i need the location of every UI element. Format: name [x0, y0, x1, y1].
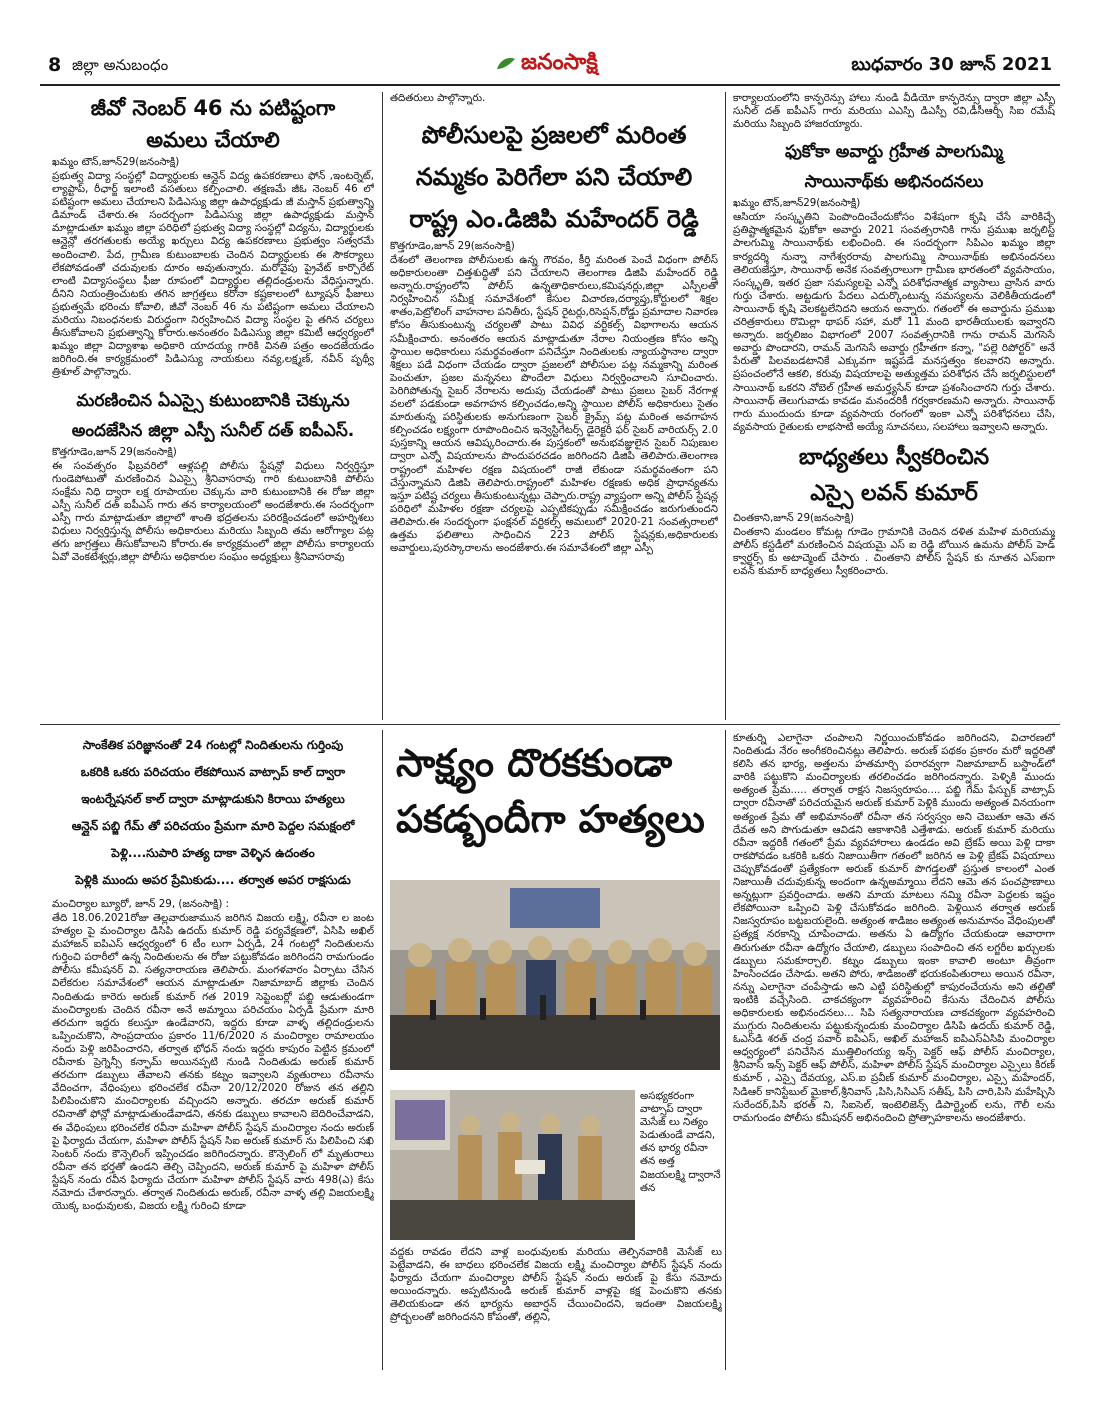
- dateline: చింతకాని,జూన్ 29(జనంసాక్షి): [733, 511, 854, 524]
- photo-side-text: [640, 1090, 722, 1240]
- article-body: వద్దకు రావడం లేదని వాళ్ల బంధువులకు మరియు తెల్పినవారికి మెసేజ్ లు పెట్టేవాడని, ఈ బాధలు భరించలేక విజయ లక్ష్మి మంచిర్యాల పోలీస్ స్టేషన్ నందు ఫిర్యాదు చేయగా మంచిర్యాల పోలీస్ స్టేషన్ నందు అరుణ్ పై కేసు నమోదు అయిందన్నారు. అప్పటినుండి అరుణ్ కుమార్ వాళ్లపై కక్ష పెంచుకొని తనకు తెలియకుండా తన భార్యను అబార్షన్ చేయించిందని, ఇదంతా విజయలక్ష్మి ప్రోద్బలంతో జరిగిందనని కోపంతో, తల్లిని,: [390, 1246, 722, 1324]
- article-body: ప్రభుత్వ విద్యా సంస్థల్లో విద్యార్థులకు ఆన్లైన్ విద్య ఉపకరణాలు ఫోన్ ,ఇంటర్నెట్, ల్యాప్టాప్, రీఛార్జ్ ఇలాంటి వసతులు కల్పించాలి. తక్షణమే జీఓ నెంబర్ 46 లో పటిష్టంగా అమలు చేయాలని పిడిఎస్యు జిల్లా ఉపాధ్యక్షుడు జీ మస్తాన్ ప్రభుత్వాన్ని డిమాండ్ చేశారు.ఈ సందర్భంగా పిడిఎస్యు జిల్లా ఉపాధ్యక్షుడు మస్తాన్ మాట్లాడుతూ ఖమ్మం జిల్లా పరిధిలో ప్రభుత్వ విద్యా సంస్థల్లో విద్యను, విద్యార్థులకు ఆన్లైన్లో తరగతులకు అయ్యే ఖర్చులు విద్య ఉపకరణాలు ప్రభుత్వం సత్వరమే అందించాలి. పేద, గ్రామీణ కుటుంబాలకు చెందిన విద్యార్థులకు ఈ సౌకర్యాలు లేకపోవడంతో చదువులకు దూరం అవుతున్నారు. మరోవైపు ప్రైవేట్ కార్పొరేట్ లాంటి విద్యాసంస్థలు ఫీజు రూపంలో విద్యార్థుల తల్లిదండ్రులను వేధిస్తున్నారు. దీనిని నియంత్రించుటకు తగిన జాగ్రత్తలు కరోనా కష్టకాలంలో ట్యూషన్ ఫీజులు ప్రభుత్వమే భరించు కోవాలి, జీవో నెంబర్ 46 ను పటిష్టంగా అమలు చేయాలని మరియు నిబంధనలకు విరుద్ధంగా నిర్వహించిన విద్యా సంస్థల పై తగిన చర్యలు తీసుకోవాలని ప్రభుత్వాన్ని కోరారు.అనంతరం పిడిఎస్యు జిల్లా కమిటీ ఆధ్వర్యంలో ఖమ్మం జిల్లా విద్యాశాఖ అధికారి యాదయ్య గారికి వినతి పత్రం అందజేయడం జరిగింది.ఈ కార్యక్రమంలో పిడిఎస్యు నాయకులు నవ్య,లక్ష్మణ్, నవీన్ పృథ్వీ త్రిశూల్ పాల్గొన్నారు.: [52, 170, 374, 379]
- story-deck: [52, 732, 374, 894]
- dateline: కొత్తగూడెం,జూన్ 29(జనంసాక్షి): [390, 240, 515, 252]
- deck-line: పెళ్లికి ముందు అపర ప్రేమికుడు.... తర్వాత అపర రాక్షసుడు: [75, 873, 351, 887]
- article-title: ఫుకోకా అవార్డు గ్రహీత పాలగుమ్మి: [784, 142, 1004, 163]
- reward-photo: [390, 1090, 635, 1240]
- press-meet-photo: [390, 880, 720, 1070]
- photo-image: [390, 880, 720, 1070]
- carry-over-text: తదితరులు పాల్గొన్నారు.: [390, 92, 486, 104]
- photo-image: [390, 1090, 635, 1240]
- dateline: ఖమ్మం టౌన్,జూన్29(జనంసాక్షి): [733, 197, 861, 210]
- dateline: ఖమ్మం టౌన్,జూన్29(జనంసాక్షి): [52, 156, 180, 168]
- article-body: తేది 18.06.2021రోజు తెల్లవారుజామున జరిగిన విజయ లక్ష్మి, రవీనా ల జంట హత్యల పై మంచిర్యాల డిసిపి ఉదయ్ కుమార్ రెడ్డి పర్యవేక్షణలో, ఏసిపి అఖిల్ మహాజన్ ఐపిఎస్ ఆధ్వర్యంలో 6 టీం లుగా ఏర్పడి, 24 గంటల్లో నిందితులను గుర్తించి పరారీలో ఉన్న నిందితులను ఈ రోజు పట్టుకోవడం జరిగిందని రామగుండం పోలీసు కమీషనర్ వి. సత్యనారాయణ తెలిపారు. మంగళవారం ఏర్పాటు చేసిన విలేకరుల సమావేశంలో ఆయన మాట్లాడుతూ నిజామాబాద్ జిల్లాకు చెందిన నిందితుడు కారెరు అరుణ్ కుమార్ గత 2019 సెప్టెంబర్లో పబ్జి ఆడుతుండగా మంచిర్యాలకు చెందిన రవీనా అనే అమ్మాయి పరిచయం ఏర్పడి ప్రేమగా మారి తరచుగా ఇద్దరు కలుస్తూ ఉండేవారని, ఇద్దరు కూడా వాళ్ళ తల్లిదండ్రులను ఒప్పించుకొని, సాంప్రదాయం ప్రకారం 11/6/2020 న మంచిర్యాల రామాలయం నందు పెళ్లి జరిపించారని, తర్వాత భోధన్ నందు ఇద్దరు కాపురం పెట్టిన క్రమంలో రవీనాకు ప్రెగ్నెన్సీ కన్ఫామ్ అయినప్పటి నుండి నిందితుడు అరుణ్ కుమార్ తరచుగా డబ్బులు తేవాలని తనకు కట్నం ఇవ్వాలని వ్యతురాలు రవీనాను వేదించగా, వేధింపులు భరించలేక రవీనా 20/12/2020 రోజున తన తల్లిని పిలిపించుకొని మంచిర్యాలకు వచ్చిందని అన్నారు. తరచూ అరుణ్ కుమార్ రవినాతో ఫోన్లో మాట్లాడుతుండేవాడని, తనకు డబ్బులు కావాలని బెదిరించేవాడని, ఈ వేధింపులు భరించలేక రవీనా మహిళా పోలీస్ స్టేషన్ మంచిర్యాల నందు అరుణ్ పై ఫిర్యాదు చేయగా, మహిళా పోలీస్ స్టేషన్ సిఐ అరుణ్ కుమార్ ను పిలిపించి సఖి సెంటర్ నందు కౌన్సెలింగ్ ఇప్పించడం జరిగిందన్నారు. కౌన్సెలింగ్ లో మృతురాలు రవీనా తన భర్తతో ఉండని తెల్చి చెప్పిందని, అరుణ్ కుమార్ పై మహిళా పోలీస్ స్టేషన్ నందు రవీన ఫిర్యాదు చేయగా మహిళా పోలీస్ స్టేషన్ వారు 498(ఎ) కేసు నమోదు చేశారన్నారు. తర్వాత నిందితుడు అరుణ్, రవీనా వాళ్ళ తల్లి విజయలక్ష్మి యొక్క బంధువులకు, విజయ లక్ష్మి గురించి కూడా: [52, 912, 374, 1213]
- article-title: సాయినాథ్‌కు అభినందనలు: [804, 172, 984, 193]
- article-title: పోలీసులపై ప్రజలలో మరింత: [421, 121, 687, 149]
- article-title: జీవో నెంబర్ 46 ను పటిష్టంగా: [90, 96, 336, 120]
- article-go-46: [52, 92, 374, 380]
- masthead: [495, 50, 598, 80]
- article-title: రాష్ట్ర ఎం.డిజిపి మహేందర్ రెడ్డి: [409, 205, 699, 233]
- column-divider: [382, 92, 383, 720]
- article-asi-cheque: [52, 386, 374, 565]
- section-name: జిల్లా అనుబంధం: [72, 56, 169, 74]
- article-title: నమ్మకం పెరిగేలా పని చేయాలి: [415, 163, 693, 191]
- murder-story-left: [52, 732, 374, 1372]
- article-body: ఈ సంవత్సరం ఫిబ్రవరిలో ఆళ్లపల్లి పోలీసు స్టేషన్లో విధులు నిర్వర్తిస్తూ గుండెపోటుతో మరణించిన ఏఎస్సై శ్రీనివాసరావు గారి కుటుంబానికి పోలీసు సంక్షేమ నిధి ద్వారా లక్ష రూపాయల చెక్కును వారి కుటుంబానికి ఈ రోజు జిల్లా ఎస్పీ సునీల్ దత్ ఐపీఎస్ గారు తన కార్యాలయంలో అందజేశారు.ఈ సందర్భంగా ఎస్పీ గారు మాట్లాడుతూ జిల్లాలో శాంతి భద్రతలను పరిరక్షించడంలో అహర్నిశలు విధులు నిర్వర్తిస్తున్న పోలీసు అధికారులు మరియు సిబ్బంది తమ ఆరోగ్యాల పట్ల తగు జాగ్రత్తలు తీసుకోవాలని కోరారు.ఈ కార్యక్రమంలో జిల్లా పోలీసు కార్యాలయ ఏవో వెంకటేశ్వర్లు,జిల్లా పోలీసు అధికారుల సంఘం అధ్యక్షులు శ్రీనివాసరావు: [52, 459, 374, 564]
- murder-story-middle: [390, 1246, 722, 1372]
- column-right-top: [733, 92, 1055, 722]
- deck-line: సాంకేతిక పరిజ్ఞానంతో 24 గంటల్లో నిందితులను గుర్తింపు: [82, 738, 344, 752]
- header-rule: [40, 84, 1060, 86]
- carry-over-text: కార్యాలయంలోని కాన్ఫరెన్సు హాలు నుండి వీడియో కాన్ఫరెన్సు ద్వారా జిల్లా ఎస్పీ సునీల్ దత్ ఐపీఎస్ గారు మరియు ఎఎస్పి డిఎస్పీ రవి,డీసీఆర్బీ సిఐ రమేష్ మరియు సిబ్బంది హాజరయ్యారు.: [733, 92, 1055, 131]
- article-sainath: [733, 137, 1055, 434]
- issue-date: బుధవారం 30 జూన్ 2021: [851, 54, 1052, 75]
- deck-line: పెళ్లి....సుపారి హత్య దాకా వెళ్ళిన ఉదంతం: [111, 846, 315, 860]
- page-header: [40, 48, 1060, 88]
- column-divider: [725, 92, 726, 720]
- section-divider: [40, 724, 1060, 725]
- article-title: మరణించిన ఏఎస్సై కుటుంబానికి చెక్కును: [76, 390, 350, 411]
- column-left-top: [52, 92, 374, 722]
- banner-headline: పకడ్బందీగా హత్యలు: [396, 797, 705, 841]
- banner-headline: సాక్ష్యం దొరకకుండా: [396, 741, 673, 785]
- deck-line: ఇంటర్నేషనల్ కాల్ ద్వారా మాట్లాడుకుని కిరాయి హత్యలు: [81, 792, 345, 806]
- leaf-icon: [495, 55, 517, 71]
- article-title: ఎస్సై లవన్ కుమార్: [810, 480, 978, 506]
- article-body: అసభ్యకరంగా వాట్సాప్ ద్వారా మెసేజ్ లు నిత్యం పెడుతుండే వాడని, తన భార్య రవీనా తన అత్త విజయలక్ష్మి ద్వారానే తన: [640, 1090, 721, 1194]
- article-body: ఆసియా సంస్కృతిని పెంపొందించేందుకోసం విశేషంగా కృషి చేసే వారికిచ్చే ప్రతిష్టాత్మకమైన ఫుకోకా అవార్డు 2021 సంవత్సరానికి గాను ప్రముఖ జర్నలిస్ట్ పాలగుమ్మి సాయినాథ్‌కు లభించింది. ఈ సందర్భంగా సిపిఎం ఖమ్మం జిల్లా కార్యదర్శి నున్నా నాగేశ్వరరావు పాలగుమ్మి సాయినాథ్‌కు అభినందనలు తెలియజేస్తూ, సాయినాథ్ అనేక సంవత్సరాలుగా గ్రామీణ భారతంలో వ్యవసాయం, సంస్కృతి, ఇతర ప్రజా సమస్యలపై ఎన్నో పరిశోధనాత్మక వ్యాసాలు వ్రాసిన వారు గుర్తు చేశారు. అట్టడుగు పేదలు ఎదుర్కొంటున్న సమస్యలను వెలికితీయడంలో సాయినాథ్ కృషి వెలకట్టలేనిదని ఆయన అన్నారు. గతంలో ఈ అవార్డును ప్రముఖ చరిత్రకారులు రొమిల్లా థాపర్ సహా, మరో 11 మంది భారతీయులకు ఇవ్వారని అన్నారు. జర్నలిజం విభాగంలో 2007 సంవత్సరానికి గాను రామన్ మెగసెసే అవార్డు పొందారని, రామన్ మెగసెసే అవార్డు గ్రహీతగా కన్నా, "పల్లె రిపోర్టర్" అనే పేరుతో పిలవబడటానికే ఎక్కువగా ఇష్టపడే మనస్తత్వం కలవారని అన్నారు. ప్రపంచంలోనే ఆకలి, కరువు విషయాలపై అత్యుత్తమ పరిశోధన చేసే జర్నలిస్టులలో సాయినాథ్ ఒకరని నోబెల్ గ్రహీత అమర్త్యసేన్ కూడా ప్రశంసించారని గుర్తు చేశారు. సాయినాథ్ తెలుగువాడు కావడం మనందరికీ గర్వకారణమని అన్నారు. సాయినాథ్ గారు ముందుందు కూడా వ్యవసాయ రంగంలో ఇంకా ఎన్నో పరిశోధనలు చేసి, వ్యవసాయ రైతులకు లాభసాటి అయ్యే సూచనలు, సలహాలు ఇవ్వాలని అన్నారు.: [733, 211, 1055, 433]
- story-banner: [390, 735, 720, 865]
- murder-story-right: [733, 732, 1055, 1372]
- deck-line: ఒకరికి ఒకరు పరిచయం లేకపోయిన వాట్సాప్ కాల్ ద్వారా: [80, 765, 346, 779]
- dateline: మంచిర్యాల బ్యూరో, జూన్ 29, (జనంసాక్షి) :: [52, 898, 230, 910]
- article-dgp: [390, 114, 718, 555]
- article-body: చింతకాని మండలం కోమట్ల గూడెం గ్రామానికి చెందిన దళిత మహిళ మరియమ్మ పోలీస్ కస్టడీలో మరణించిన విషయమై ఎస్ ఐ రెడ్డి బోయిన ఉమను పోలీస్ హెడ్ క్వార్టర్స్ కు అటాచ్మెంట్ చేసారు . చింతకాని పోలీస్ స్టేషన్ కు నూతన ఎస్ఐగా లవన్ కుమార్ బాధ్యతలు స్వీకరించారు.: [733, 525, 1055, 578]
- article-si-lavan: [733, 440, 1055, 578]
- article-title: బాధ్యతలు స్వీకరించిన: [798, 444, 990, 470]
- article-title: అమలు చేయాలి: [146, 128, 280, 152]
- column-divider: [382, 730, 383, 1370]
- article-title: అందజేసిన జిల్లా ఎస్పీ సునీల్ దత్ ఐపీఎస్.: [71, 420, 355, 441]
- masthead-title: జనంసాక్షి: [521, 50, 598, 75]
- page-number: 8: [48, 54, 62, 76]
- column-middle-top: [390, 92, 718, 722]
- column-divider: [725, 730, 726, 1370]
- dateline: కొత్తగూడెం,జూన్ 29(జనంసాక్షి): [52, 445, 177, 458]
- article-body: దేశంలో తెలంగాణ పోలీసులకు ఉన్న గౌరవం, కీర్తి మరింత పెంచే విధంగా పోలీస్ అధికారులంతా చిత్తశుద్ధితో పని చేయాలని తెలంగాణ డిజిపి మహేందర్ రెడ్డి అన్నారు.రాష్ట్రంలోని పోలీస్ ఉన్నతాధికారులు,కమిషనర్లు,జిల్లా ఎస్పీలతో నిర్వహించిన సమీక్ష సమావేశంలో కేసుల విచారణ,దర్యాప్తు,కోర్టులలో శిక్షల శాతం,పెట్రోలింగ్ వాహనాల పనితీరు, స్టేషన్ రైటర్లు,రిసెప్షన్,రోడ్డు ప్రమాదాల నివారణ కోసం తీసుకుంటున్న చర్యలతో పాటు వివిధ వర్టికల్స్ విభాగాలను ఆయన సమీక్షించారు. అనంతరం ఆయన మాట్లాడుతూ నేరాల నియంత్రణ కోసం అన్ని స్థాయిల అధికారులు సమర్థవంతంగా పనిచేస్తూ నిందితులకు న్యాయస్థానాల ద్వారా శిక్షలు పడే విధంగా చేయడం ద్వారా ప్రజలలో పోలీసుల పట్ల నమ్మకాన్ని మరింత పెంచుతూ, ప్రజల మన్ననలు పొందేలా విధులు నిర్వర్తించాలని సూచించారు. పెరిగిపోతున్న సైబర్ నేరాలను అదుపు చేయడంతో పాటు ప్రజలు సైబర్ నేరగాళ్ల వలలో పడకుండా అవగాహన కల్పించడం,అన్ని స్థాయిల పోలీస్ అధికారులు సైతం మారుతున్న పరిస్థితులకు అనుగుణంగా సైబర్ క్రైమ్స్ పట్ల మరింత అవగాహన కల్పించడం లక్ష్యంగా రూపొందించిన ఇన్వెస్టిగేటర్స్ డైరెక్టరీ ఫర్ సైబర్ వారియర్స్ 2.0 పుస్తకాన్ని ఆయన ఆవిష్కరించారు.ఈ పుస్తకంలో అనుభవజ్ఞులైన సైబర్ నిపుణుల ద్వారా ఎన్నో విషయాలను పొందుపరచడం జరిగిందని డిజిపి తెలిపారు.తెలంగాణ రాష్ట్రంలో మహిళల రక్షణ విషయంలో రాజీ లేకుండా సమర్థవంతంగా పని చేస్తున్నామని డిజిపి తెలిపారు.రాష్ట్రంలో మహిళల రక్షణకు అధిక ప్రాధాన్యతను ఇస్తూ పటిష్ట చర్యలు తీసుకుంటున్నట్లు చెప్పారు.రాష్ట్ర వ్యాప్తంగా అన్ని పోలీస్ స్టేషన్ల పరిధిలో మహిళల రక్షణా చర్యలపై ఎప్పటికప్పుడు సమీక్షించడం జరుగుతుందని తెలిపారు.ఈ సందర్భంగా ఫంక్షనల్ వర్టికల్స్ అమలులో 2020-21 సంవత్సరాలలో ఉత్తమ ఫలితాలు సాధించిన 223 పోలీస్ స్టేషన్లకు,అధికారులకు అవార్డులు,పురస్కారాలను అందజేశారు.ఈ సమావేశంలో జిల్లా ఎస్పీ: [390, 254, 718, 555]
- article-body: కూతుర్ని ఎలాగైనా చంపాలని నిర్ణయించుకోవడం జరిగిందని, విచారణలో నిందితుడు నేరం అంగీకరించినట్లు తెలిపారు. అరుణ్ పథకం ప్రకారం మరో ఇద్దరితో కలిసి తన భార్య, అత్తలను హతమార్చి పరారవ్వగా నిజామాబాద్ బస్టాండ్‌లో వారికి పట్టుకొని మంచిర్యాలకు తరలించడం జరిగిందన్నారు. పెళ్ళికి ముందు అత్యంత ప్రేమ..... తర్వాత రాక్షస నిజస్వరూపం.... పబ్జి గేమ్ ఫేస్బుక్ వాట్సాప్ ద్వారా రవీనాతో పరిచయమైన అరుణ్ కుమార్ పెళ్లికి ముందు అత్యంత వినయంగా అత్యంత ప్రేమ తో అభిమానంతో రవీనా తన సర్వస్వం అని చెబుతూ ఆమె తన దేవత అని పొగుడుతూ ఆవిడని ఆకాశానికి ఎత్తేశాడు. అరుణ్ కుమార్ మరియు రవీనా ఇద్దరికీ గతంలో ప్రేమ వ్యవహారాలు ఉండడం అవి బ్రేకప్ అయి పెళ్లి దాకా రాకపోవడం ఒకరికి ఒకరు నిజాయితీగా గతంలో జరిగిన ఆ పెళ్లి బ్రేకప్ విషయాలు చెప్పుకోవడంతో ప్రత్యేకంగా అరుణ్ కుమార్ పొగడ్తలతో ప్రస్తుత కాలంలో ఎంత నిజాయితీ చదువుకున్న అందంగా ఉన్నఅమ్మాయి లేదని ఆమె తన పంచప్రాణాలు అన్నట్లుగా ప్రవర్తించాడు. అతని మాయ మాటలు నమ్మి రవీనా పెద్దలకు ఇష్టం లేకపోయినా ఒప్పించి పెళ్లి చేసుకోవడం జరిగింది. పెళ్లియిన తర్వాత అరుణ్ నిజస్వరూపం బట్టబయలైంది. అత్యంత శాడిజం అత్యంత అనుమానం వేధింపులతో ప్రత్యక్ష నరకాన్ని చూపించాడు. అతను ఏ ఉద్యోగం చేయకుండా ఆవారాగా తిరుగుతూ రవీనా ఉద్యోగం చేయాలి, డబ్బులు సంపాదించి తన లగ్జరీల ఖర్చులకు డబ్బులు సమకూర్చాలి. కట్నం డబ్బులు ఇంకా కావాలి అంటూ తీవ్రంగా హింసించడం చేసాడు. అతని పోరు, శాడిజంతో భయకంపితురాలు అయిన రవీనా, నన్ను ఎలాగైనా చంపేస్తాడు అని ఎట్టి పరిస్థితుల్లో కాపురంచేయను అని తల్లితో ఇంటికి వచ్చేసింది. చాకచక్యంగా వ్యవహరించి కేసును చేదించిన పోలీసు అధికారులకు అభినందనలు... సిపి సత్యనారాయణ చాకచక్యంగా వ్యవహరించి ముగ్గురు నిందితులను పట్టుకున్నందుకు మంచిర్యాల డిసిపి ఉదయ్ కుమార్ రెడ్డి, ఓఎస్‌డి శరత్ చంద్ర పవార్ ఐపిఎస్, అఖిల్ మహాజన్ ఐపిఎస్ఏసిపి మంచిర్యాల ఆధ్వర్యంలో పనిచేసిన ముత్తిలింగయ్య ఇన్స్ పెక్టర్ ఆఫ్ పోలీస్ మంచిర్యాల, శ్రీనివాస్ ఇన్స్ పెక్టర్ ఆఫ్ పోలీస్, మహిళా పోలీస్ స్టేషన్ మంచిర్యాల ఎస్సైలు కిరణ్ కుమార్ , ఎస్సై దేవయ్య, ఎస్.ఐ ప్రవీణ్ కుమార్ మంచిర్యాల, ఎస్సై మహేందర్, సిడిఆర్ కానిస్టేబుల్ మైకాల్,శ్రీనివాస్ ,పిసి,సిసిఎస్ సతీష్, పిసి చారి,పిసి మహేష్సిసి సురేందర్,పిసి భరత్ ని, సిఐసెల్, ఇంటెలిజెన్స్ డిపార్ట్మెంట్ లను, గౌలీ లను రామగుండం పోలీసు కమీషనర్ అభినందించి ప్రోత్సాహకాలను అందజేశారు.: [733, 732, 1055, 1124]
- deck-line: ఆన్లైన్ పబ్జి గేమ్ తో పరిచయం ప్రేమగా మారి పెద్దల సమక్షంలో: [71, 819, 355, 833]
